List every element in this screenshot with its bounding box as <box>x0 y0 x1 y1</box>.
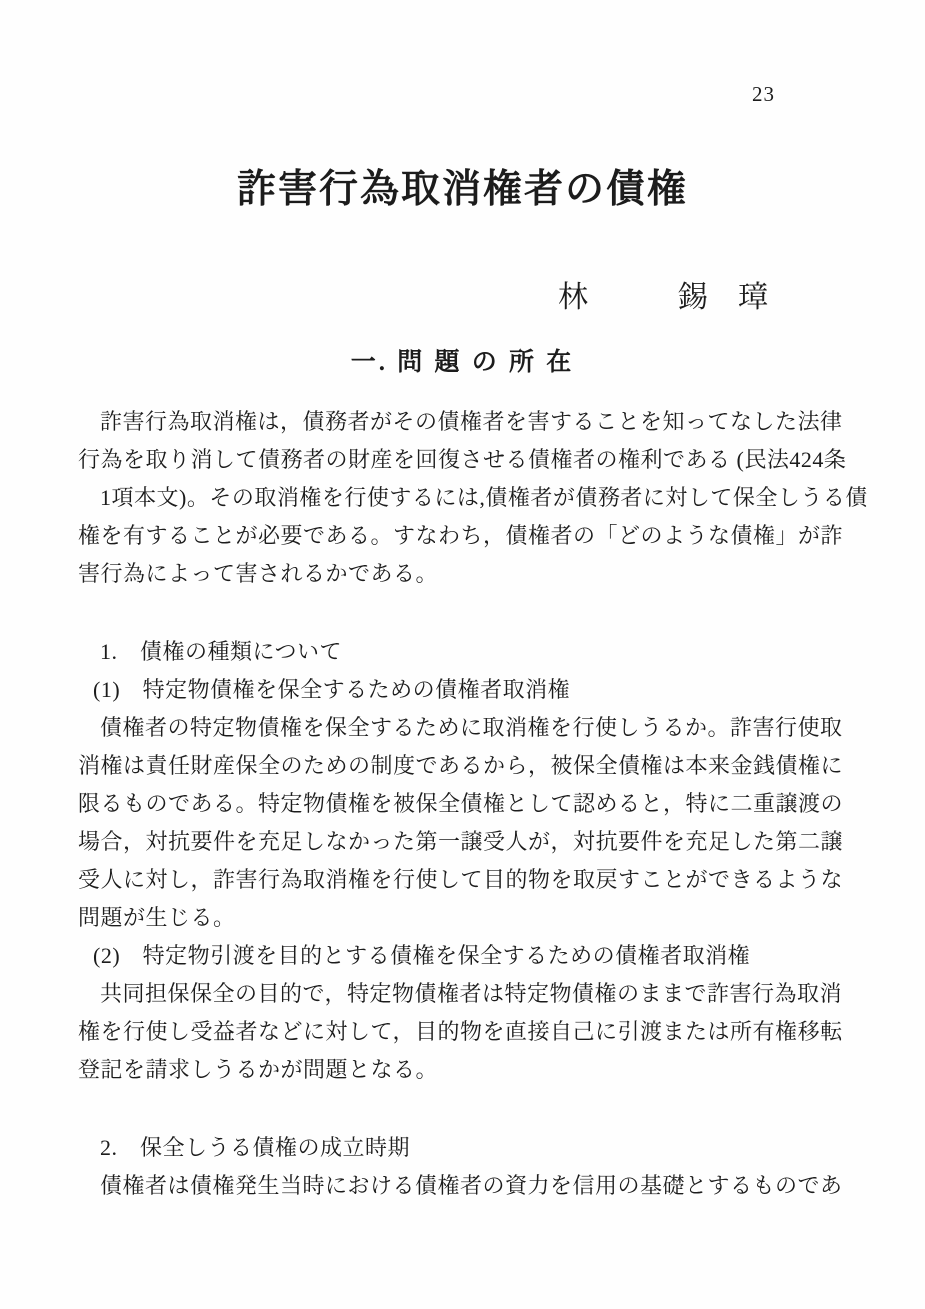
text-line: (2) 特定物引渡を目的とする債権を保全するための債権者取消権 <box>93 943 751 968</box>
text-line: 1項本文)。その取消権を行使するには,債権者が債務者に対して保全しうる債 <box>100 485 868 510</box>
text-line: 債権者の特定物債権を保全するために取消権を行使しうるか。詐害行使取 <box>100 715 843 740</box>
intro-paragraph <box>78 403 868 593</box>
text-line: 受人に対し，詐害行為取消権を行使して目的物を取戻すことができるような <box>78 867 844 892</box>
text-line: 2. 保全しうる債権の成立時期 <box>100 1135 411 1160</box>
text-line: 権を行使し受益者などに対して，目的物を直接自己に引渡または所有権移転 <box>78 1019 843 1044</box>
text-line: 限るものである。特定物債権を被保全債権として認めると，特に二重譲渡の <box>78 791 844 816</box>
text-line: 害行為によって害されるかである。 <box>78 561 439 586</box>
text-line: 共同担保保全の目的で，特定物債権者は特定物債権のままで詐害行為取消 <box>100 981 843 1006</box>
section-2-timing-of-claims <box>78 1129 860 1205</box>
text-line: 詐害行為取消権は，債務者がその債権者を害することを知ってなした法律 <box>100 409 843 434</box>
text-line: 問題が生じる。 <box>78 905 236 930</box>
page-number: 23 <box>752 82 775 106</box>
text-line: 消権は責任財産保全のための制度であるから，被保全債権は本来金銭債権に <box>78 753 844 778</box>
text-line: 行為を取り消して債務者の財産を回復させる債権者の権利である (民法424条 <box>78 447 847 472</box>
section-heading: 一. 問 題 の 所 在 <box>350 349 575 376</box>
text-line: 場合，対抗要件を充足しなかった第一譲受人が，対抗要件を充足した第二譲 <box>78 829 844 854</box>
text-line: 1. 債権の種類について <box>100 639 343 664</box>
text-line: 債権者は債権発生当時における債権者の資力を信用の基礎とするものであ <box>100 1173 843 1198</box>
document-body <box>78 403 868 1205</box>
text-line: (1) 特定物債権を保全するための債権者取消権 <box>93 677 571 702</box>
text-line: 登記を請求しうるかが問題となる。 <box>78 1057 439 1082</box>
author-name: 林 錫 璋 <box>558 281 768 314</box>
section-1-types-of-claims <box>78 633 860 1089</box>
article-title: 詐害行為取消権者の債権 <box>236 168 688 211</box>
text-line: 権を有することが必要である。すなわち，債権者の「どのような債権」が詐 <box>78 523 844 548</box>
